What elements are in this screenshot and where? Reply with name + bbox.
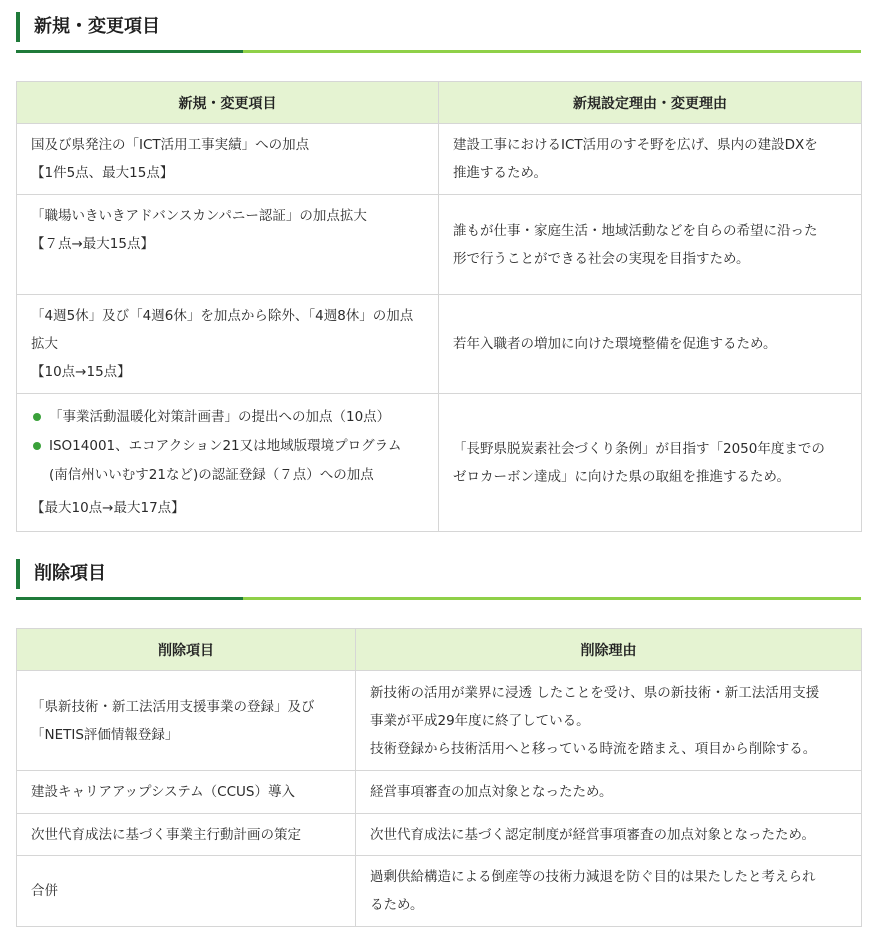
table-row bbox=[17, 814, 862, 856]
reason-text: 新技術の活用が業界に浸透 したことを受け、県の新技術・新工法活用支援 bbox=[370, 684, 820, 701]
column-header-item: 削除項目 bbox=[17, 629, 356, 671]
item-cell bbox=[17, 124, 439, 195]
table-row bbox=[17, 671, 862, 771]
item-points: 【1件5点、最大15点】 bbox=[31, 165, 174, 181]
section-underline bbox=[16, 597, 861, 600]
item-text: 拡大 bbox=[31, 336, 58, 352]
column-header-reason: 新規設定理由・変更理由 bbox=[439, 82, 862, 124]
section-heading-text: 削除項目 bbox=[34, 563, 106, 584]
reason-cell bbox=[356, 671, 862, 771]
item-cell: 建設キャリアアップシステム（CCUS）導入 bbox=[17, 771, 356, 814]
list-item: ISO14001、エコアクション21又は地域版環境プログラム bbox=[31, 432, 424, 461]
section-heading-deleted bbox=[16, 559, 861, 589]
section-underline bbox=[16, 50, 861, 53]
item-text: 「4週5休」及び「4週6休」を加点から除外、「4週8休」の加点 bbox=[31, 308, 414, 324]
item-cell: 合併 bbox=[17, 856, 356, 927]
reason-text: 「長野県脱炭素社会づくり条例」が目指す「2050年度までの bbox=[453, 440, 825, 457]
table-row bbox=[17, 295, 862, 394]
reason-cell: 次世代育成法に基づく認定制度が経営事項審査の加点対象となったため。 bbox=[356, 814, 862, 856]
item-text: 「NETIS評価情報登録」 bbox=[31, 726, 179, 743]
reason-cell bbox=[356, 856, 862, 927]
table-row bbox=[17, 771, 862, 814]
reason-text: 事業が平成29年度に終了している。 bbox=[370, 712, 590, 729]
new-changes-table bbox=[16, 81, 862, 532]
item-cell bbox=[17, 295, 439, 394]
list-item-continuation: (南信州いいむす21など)の認証登録（７点）への加点 bbox=[49, 466, 374, 483]
item-cell bbox=[17, 671, 356, 771]
item-points: 【７点→最大15点】 bbox=[31, 236, 154, 252]
table-row bbox=[17, 394, 862, 532]
item-cell: 次世代育成法に基づく事業主行動計画の策定 bbox=[17, 814, 356, 856]
reason-text: 技術登録から技術活用へと移っている時流を踏まえ、項目から削除する。 bbox=[370, 740, 817, 757]
reason-cell bbox=[439, 124, 862, 195]
section-heading-new-changes bbox=[16, 12, 861, 42]
reason-text: ゼロカーボン達成」に向けた県の取組を推進するため。 bbox=[453, 468, 790, 485]
reason-text: 推進するため。 bbox=[453, 165, 547, 181]
reason-cell bbox=[439, 394, 862, 532]
column-header-reason: 削除理由 bbox=[356, 629, 862, 671]
reason-text: 形で行うことができる社会の実現を目指すため。 bbox=[453, 250, 750, 267]
reason-text: 過剰供給構造による倒産等の技術力減退を防ぐ目的は果たしたと考えられ bbox=[370, 869, 816, 885]
item-text: 「県新技術・新工法活用支援事業の登録」及び bbox=[31, 698, 315, 715]
table-row bbox=[17, 124, 862, 195]
item-cell bbox=[17, 195, 439, 295]
item-cell bbox=[17, 394, 439, 532]
reason-text: るため。 bbox=[370, 897, 424, 913]
reason-cell: 経営事項審査の加点対象となったため。 bbox=[356, 771, 862, 814]
column-header-item: 新規・変更項目 bbox=[17, 82, 439, 124]
reason-text: 建設工事におけるICT活用のすそ野を広げ、県内の建設DXを bbox=[453, 137, 818, 153]
item-text: 「職場いきいきアドバンスカンパニー認証」の加点拡大 bbox=[31, 208, 367, 224]
item-text: 国及び県発注の「ICT活用工事実績」への加点 bbox=[31, 137, 310, 153]
item-points: 【最大10点→最大17点】 bbox=[31, 499, 185, 516]
reason-text: 誰もが仕事・家庭生活・地域活動などを自らの希望に沿った bbox=[453, 222, 818, 239]
section-heading-text: 新規・変更項目 bbox=[34, 16, 160, 37]
list-item: 「事業活動温暖化対策計画書」の提出への加点（10点） bbox=[31, 403, 424, 432]
item-points: 【10点→15点】 bbox=[31, 364, 131, 380]
table-row bbox=[17, 856, 862, 927]
reason-text: 若年入職者の増加に向けた環境整備を促進するため。 bbox=[453, 336, 777, 352]
bullet-icon bbox=[33, 413, 41, 421]
table-row bbox=[17, 195, 862, 295]
reason-cell bbox=[439, 295, 862, 394]
deleted-items-table bbox=[16, 628, 862, 927]
reason-cell bbox=[439, 195, 862, 295]
bullet-icon bbox=[33, 442, 41, 450]
